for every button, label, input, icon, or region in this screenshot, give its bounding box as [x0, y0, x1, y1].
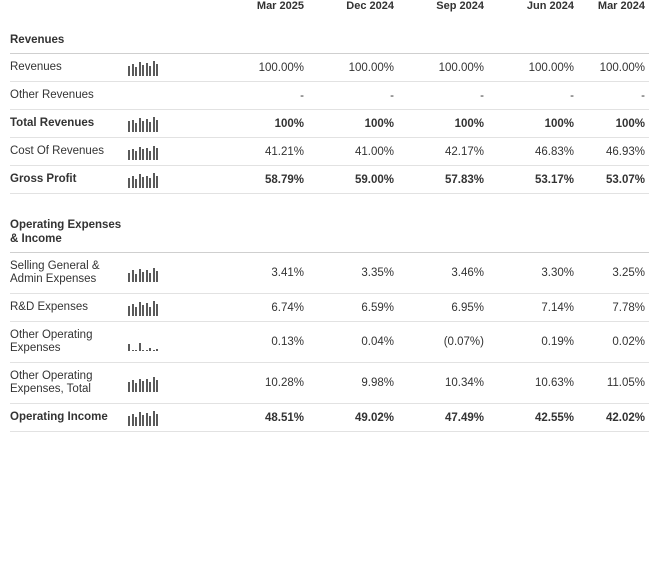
cell-value: 7.14%: [488, 294, 578, 322]
section-header-cell: [128, 24, 218, 54]
table-row[interactable]: [10, 54, 649, 82]
section-header-cell: [398, 24, 488, 54]
row-label-r-d-expenses: R&D Expenses: [10, 294, 128, 322]
spacer-cell: [10, 194, 649, 209]
cell-value: 11.05%: [578, 363, 649, 404]
cell-value: 100%: [488, 110, 578, 138]
cell-value: 3.30%: [488, 253, 578, 294]
cell-value: 48.51%: [218, 404, 308, 432]
sparkline-chart: [128, 166, 218, 194]
cell-value: 6.59%: [308, 294, 398, 322]
section-header-cell: [218, 24, 308, 54]
cell-value: 100%: [578, 110, 649, 138]
section-header-cell: [308, 24, 398, 54]
cell-value: 100%: [398, 110, 488, 138]
cell-value: 46.83%: [488, 138, 578, 166]
row-label-cost-of-revenues: Cost Of Revenues: [10, 138, 128, 166]
cell-value: 42.17%: [398, 138, 488, 166]
cell-value: 53.17%: [488, 166, 578, 194]
cell-value: 100%: [218, 110, 308, 138]
table-row[interactable]: [10, 110, 649, 138]
section-header-cell: [218, 208, 308, 253]
sparkline-chart: [128, 322, 218, 363]
cell-value: -: [488, 82, 578, 110]
cell-value: 57.83%: [398, 166, 488, 194]
cell-value: -: [308, 82, 398, 110]
sparkline-chart: [128, 138, 218, 166]
table-row[interactable]: [10, 82, 649, 110]
cell-value: 58.79%: [218, 166, 308, 194]
cell-value: 100%: [308, 110, 398, 138]
cell-value: 47.49%: [398, 404, 488, 432]
cell-value: 0.13%: [218, 322, 308, 363]
sparkline-chart: [128, 253, 218, 294]
cell-value: -: [578, 82, 649, 110]
column-header-jun-2024[interactable]: Jun 2024: [488, 0, 578, 24]
sparkline-chart: [128, 294, 218, 322]
table-row[interactable]: [10, 322, 649, 363]
cell-value: 100.00%: [398, 54, 488, 82]
table-row[interactable]: [10, 138, 649, 166]
cell-value: 53.07%: [578, 166, 649, 194]
cell-value: 59.00%: [308, 166, 398, 194]
cell-value: 42.02%: [578, 404, 649, 432]
section-header-cell: [128, 208, 218, 253]
row-label-other-operating-expenses: Other Operating Expenses: [10, 322, 128, 363]
section-header-cell: [398, 208, 488, 253]
column-header-mar-2025[interactable]: Mar 2025: [218, 0, 308, 24]
cell-value: 100.00%: [308, 54, 398, 82]
cell-value: 6.95%: [398, 294, 488, 322]
section-header-operating-expenses-income: [10, 208, 649, 253]
section-header-cell: [488, 24, 578, 54]
header-row: [10, 0, 649, 24]
column-header-mar-2024[interactable]: Mar 2024: [578, 0, 649, 24]
cell-value: 0.19%: [488, 322, 578, 363]
cell-value: 0.04%: [308, 322, 398, 363]
header-label-blank: [10, 0, 128, 24]
cell-value: 41.00%: [308, 138, 398, 166]
table-row[interactable]: [10, 363, 649, 404]
row-label-other-operating-expenses-total: Other Operating Expenses, Total: [10, 363, 128, 404]
cell-value: 0.02%: [578, 322, 649, 363]
section-spacer: [10, 194, 649, 209]
sparkline-chart: [128, 82, 218, 110]
section-header-cell: [308, 208, 398, 253]
cell-value: 100.00%: [218, 54, 308, 82]
cell-value: 49.02%: [308, 404, 398, 432]
row-label-operating-income: Operating Income: [10, 404, 128, 432]
section-header-cell: [578, 208, 649, 253]
sparkline-chart: [128, 404, 218, 432]
cell-value: 10.34%: [398, 363, 488, 404]
cell-value: -: [218, 82, 308, 110]
table-row[interactable]: [10, 166, 649, 194]
row-label-selling-general-admin-expenses: Selling General & Admin Expenses: [10, 253, 128, 294]
row-label-gross-profit: Gross Profit: [10, 166, 128, 194]
cell-value: 3.46%: [398, 253, 488, 294]
cell-value: 10.28%: [218, 363, 308, 404]
cell-value: -: [398, 82, 488, 110]
sparkline-chart: [128, 54, 218, 82]
cell-value: 46.93%: [578, 138, 649, 166]
table-row[interactable]: [10, 294, 649, 322]
cell-value: (0.07%): [398, 322, 488, 363]
table-row[interactable]: [10, 253, 649, 294]
sparkline-chart: [128, 363, 218, 404]
cell-value: 10.63%: [488, 363, 578, 404]
table-body: [10, 24, 649, 432]
cell-value: 9.98%: [308, 363, 398, 404]
section-title: Revenues: [10, 24, 128, 54]
cell-value: 6.74%: [218, 294, 308, 322]
table-row[interactable]: [10, 404, 649, 432]
section-header-cell: [488, 208, 578, 253]
cell-value: 3.35%: [308, 253, 398, 294]
cell-value: 42.55%: [488, 404, 578, 432]
table-header: [10, 0, 649, 24]
section-header-revenues: [10, 24, 649, 54]
cell-value: 3.25%: [578, 253, 649, 294]
sparkline-chart: [128, 110, 218, 138]
header-spark-blank: [128, 0, 218, 24]
column-header-sep-2024[interactable]: Sep 2024: [398, 0, 488, 24]
column-header-dec-2024[interactable]: Dec 2024: [308, 0, 398, 24]
row-label-other-revenues: Other Revenues: [10, 82, 128, 110]
cell-value: 100.00%: [488, 54, 578, 82]
cell-value: 100.00%: [578, 54, 649, 82]
section-title: Operating Expenses & Income: [10, 208, 128, 253]
row-label-total-revenues: Total Revenues: [10, 110, 128, 138]
row-label-revenues: Revenues: [10, 54, 128, 82]
cell-value: 3.41%: [218, 253, 308, 294]
financials-table: [10, 0, 649, 432]
cell-value: 41.21%: [218, 138, 308, 166]
section-header-cell: [578, 24, 649, 54]
cell-value: 7.78%: [578, 294, 649, 322]
